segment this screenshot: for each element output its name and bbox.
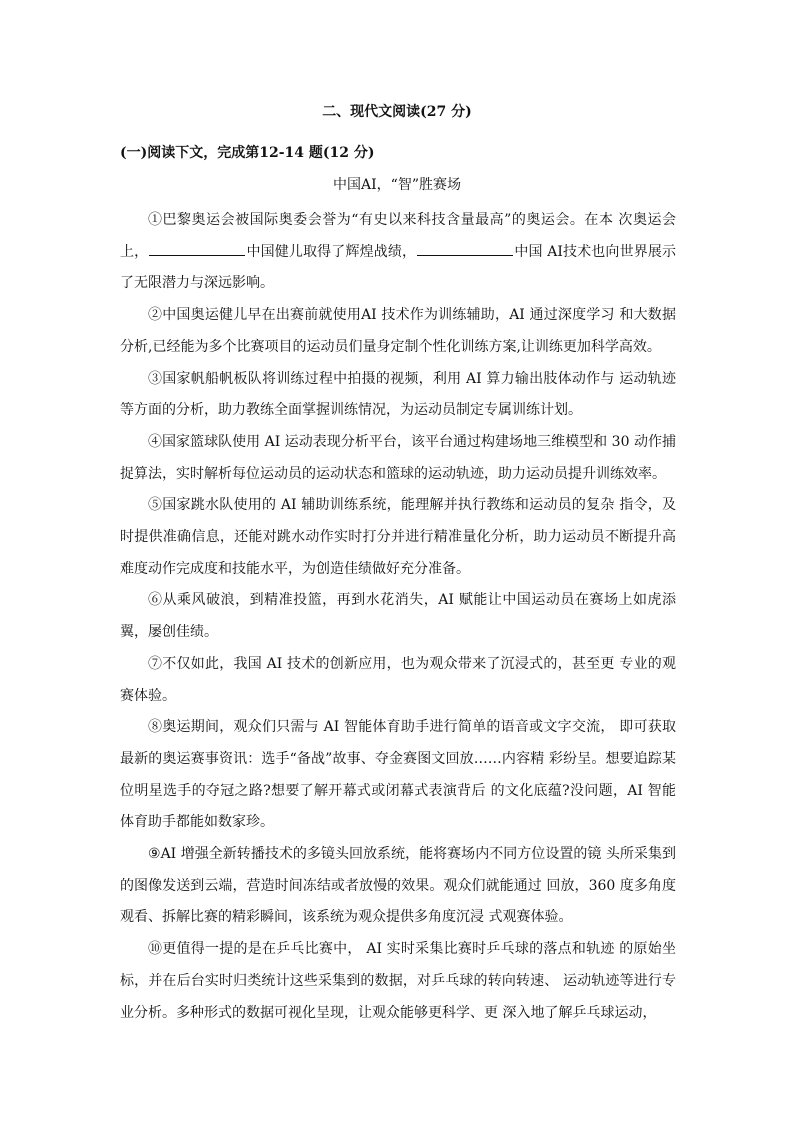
paragraph-1-part-a: ①巴黎奥运会被国际奥委会誉为“有史以来科技含量最高”的奥运会。在本 次奥运会上，	[120, 212, 676, 260]
question-instruction: (一)阅读下文，完成第12-14 题(12 分)	[120, 145, 375, 161]
article-title: 中国AI，“智”胜赛场	[333, 177, 461, 193]
paragraph-7: ⑦不仅如此，我国 AI 技术的创新应用，也为观众带来了沉浸式的，甚至更 专业的观赛体验。	[120, 655, 676, 704]
fill-in-blank-1[interactable]	[149, 241, 245, 256]
paragraph-1-part-b: 中国健儿取得了辉煌战绩，	[246, 243, 417, 260]
paragraph-1	[120, 205, 676, 300]
paragraph-8: ⑧奥运期间，观众们只需与 AI 智能体育助手进行简单的语音或文字交流， 即可获取最新的奥运赛事资讯：选手“备战”故事、夺金赛图文回放……内容精 彩纷呈。想要追踪某位明星选手的夺冠之路?想要了解开幕式或闭幕式表演背后 的文化底蕴?没问题，AI 智能体育助手都能如数家珍。	[120, 719, 676, 831]
section-title: 二、现代文阅读(27 分)	[322, 104, 472, 120]
paragraph-1-part-c: 中国 AI技术也向世界展示了无限潜力与深远影响。	[120, 243, 677, 292]
paragraph-9: ⑨AI 增强全新转播技术的多镜头回放系统，能将赛场内不同方位设置的镜 头所采集到的图像发送到云端，营造时间冻结或者放慢的效果。观众们就能通过 回放，360 度多角度观看、拆解比赛的精彩瞬间，该系统为观众提供多角度沉浸 式观赛体验。	[120, 846, 676, 926]
fill-in-blank-2[interactable]	[417, 241, 513, 256]
paragraph-3: ③国家帆船帆板队将训练过程中拍摄的视频，利用 AI 算力输出肢体动作与 运动轨迹等方面的分析，助力教练全面掌握训练情况，为运动员制定专属训练计划。	[120, 370, 676, 419]
article-body	[120, 205, 676, 1029]
paragraph-5: ⑤国家跳水队使用的 AI 辅助训练系统，能理解并执行教练和运动员的复杂 指令，及时提供准确信息，还能对跳水动作实时打分并进行精准量化分析，助力运动员不断提升高难度动作完成度和技能水平，为创造佳绩做好充分准备。	[120, 497, 676, 577]
paragraph-6: ⑥从乘风破浪，到精准投篮，再到水花消失，AI 赋能让中国运动员在赛场上如虎添翼，屡创佳绩。	[120, 592, 676, 641]
paragraph-2: ②中国奥运健儿早在出赛前就使用AI 技术作为训练辅助，AI 通过深度学习 和大数据分析,已经能为多个比赛项目的运动员们量身定制个性化训练方案,让训练更加科学高效。	[120, 307, 676, 355]
paragraph-10: ⑩更值得一提的是在乒乓比赛中， AI 实时采集比赛时乒乓球的落点和轨迹 的原始坐标，并在后台实时归类统计这些采集到的数据，对乒乓球的转向转速、 运动轨迹等进行专业分析。多种形式的数据可视化呈现，让观众能够更科学、更 深入地了解乒乓球运动，	[120, 941, 676, 1021]
paragraph-4: ④国家篮球队使用 AI 运动表现分析平台，该平台通过构建场地三维模型和 30 动作捕捉算法，实时解析每位运动员的运动状态和篮球的运动轨迹，助力运动员提升训练效率。	[120, 433, 676, 482]
